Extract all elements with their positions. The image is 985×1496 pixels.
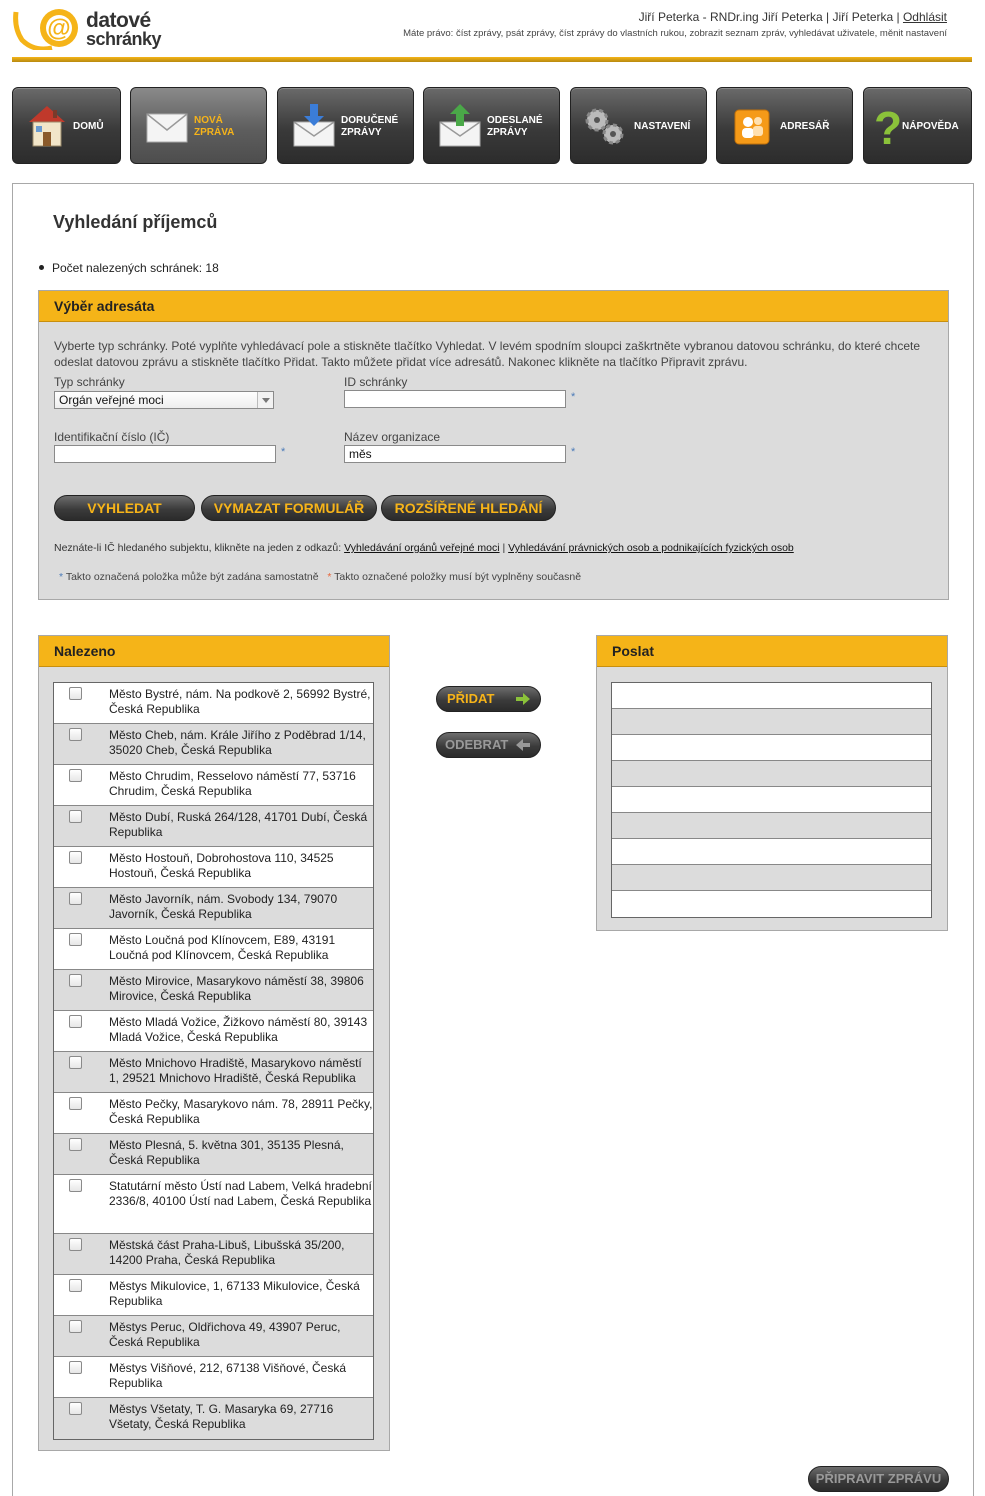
nav-label: DORUČENÉ: [341, 114, 399, 126]
found-row[interactable]: [54, 970, 373, 1011]
nav-label: NASTAVENÍ: [634, 120, 691, 132]
envelope-icon: [145, 102, 189, 150]
send-panel: [596, 635, 948, 931]
advanced-search-button[interactable]: ROZŠÍŘENÉ HLEDÁNÍ: [381, 495, 556, 521]
send-row[interactable]: [612, 683, 931, 709]
row-address: Město Mirovice, Masarykovo náměstí 38, 39806 Mirovice, Česká Republika: [109, 974, 364, 1003]
combined-star: *: [327, 571, 332, 583]
legend-all: Takto označené položky musí být vyplněny současně: [334, 571, 582, 583]
row-checkbox[interactable]: [69, 1138, 82, 1151]
ic-label: Identifikační číslo (IČ): [54, 430, 170, 444]
row-checkbox[interactable]: [69, 851, 82, 864]
found-row[interactable]: [54, 683, 373, 724]
logo[interactable]: [12, 6, 172, 50]
box-type-select[interactable]: [54, 391, 274, 409]
row-address: Statutární město Ústí nad Labem, Velká hradební 2336/8, 40100 Ústí nad Labem, Česká Republika: [109, 1179, 372, 1208]
address-book-icon: [731, 102, 775, 150]
nav-outbox[interactable]: [423, 87, 560, 164]
arrow-right-icon: [516, 693, 530, 705]
ic-input[interactable]: [54, 445, 276, 463]
header-divider: [12, 57, 972, 62]
send-row[interactable]: [612, 787, 931, 813]
nav-label: NOVÁ: [194, 114, 223, 126]
row-checkbox[interactable]: [69, 974, 82, 987]
row-address: Město Cheb, nám. Krále Jiřího z Poděbrad 1/14, 35020 Cheb, Česká Republika: [109, 728, 366, 757]
row-address: Město Pečky, Masarykovo nám. 78, 28911 Pečky, Česká Republika: [109, 1097, 373, 1126]
arrow-left-icon: [516, 739, 530, 751]
legal-entity-search-link[interactable]: Vyhledávání právnických osob a podnikajících fyzických osob: [508, 542, 794, 554]
row-checkbox[interactable]: [69, 933, 82, 946]
user-names: Jiří Peterka - RNDr.ing Jiří Peterka | Jiří Peterka |: [638, 10, 900, 24]
nav-home[interactable]: [12, 87, 121, 164]
send-list[interactable]: [611, 682, 932, 918]
nav-new-message[interactable]: [130, 87, 267, 164]
add-button[interactable]: [436, 686, 541, 712]
row-checkbox[interactable]: [69, 1179, 82, 1192]
add-label: PŘIDAT: [447, 691, 495, 706]
nav-label: ZPRÁVY: [341, 126, 382, 138]
panel-heading: Nalezeno: [39, 636, 389, 667]
logout-link[interactable]: Odhlásit: [902, 10, 947, 24]
nav-help[interactable]: [863, 87, 972, 164]
nav-label: DOMŮ: [73, 120, 104, 132]
row-address: Městys Všetaty, T. G. Masaryka 69, 27716 Všetaty, Česká Republika: [109, 1402, 334, 1431]
row-checkbox[interactable]: [69, 687, 82, 700]
found-row[interactable]: [54, 1398, 373, 1439]
row-address: Městská část Praha-Libuš, Libušská 35/200, 14200 Praha, Česká Republika: [109, 1238, 345, 1267]
row-checkbox[interactable]: [69, 1238, 82, 1251]
public-authority-search-link[interactable]: Vyhledávání orgánů veřejné moci: [344, 542, 500, 554]
found-row[interactable]: [54, 1316, 373, 1357]
box-type-label: Typ schránky: [54, 375, 125, 389]
remove-label: ODEBRAT: [445, 737, 509, 752]
send-row[interactable]: [612, 709, 931, 735]
nav-label: ADRESÁŘ: [780, 120, 830, 132]
logo-text-line2: schránky: [86, 29, 162, 49]
found-row[interactable]: [54, 1275, 373, 1316]
row-address: Město Dubí, Ruská 264/128, 41701 Dubí, Česká Republika: [109, 810, 368, 839]
row-checkbox[interactable]: [69, 728, 82, 741]
send-row[interactable]: [612, 761, 931, 787]
remove-button[interactable]: [436, 732, 541, 758]
row-address: Městys Mikulovice, 1, 67133 Mikulovice, Česká Republika: [109, 1279, 360, 1308]
found-row[interactable]: [54, 1234, 373, 1275]
row-address: Městys Višňové, 212, 67138 Višňové, Česká Republika: [109, 1361, 347, 1390]
outbox-icon: [438, 102, 482, 150]
send-row[interactable]: [612, 891, 931, 917]
hint: [54, 542, 794, 554]
nav-address-book[interactable]: [716, 87, 853, 164]
prepare-message-button[interactable]: PŘIPRAVIT ZPRÁVU: [808, 1466, 949, 1492]
required-star: *: [571, 391, 576, 403]
instructions: Vyberte typ schránky. Poté vyplňte vyhledávací pole a stiskněte tlačítko Vyhledat. V levém spodním sloupci zaškrtněte vybranou datovou schránku, do které chcete odeslat datovou zprávu a stiskněte tlačítko Přidat. Takto můžete přidat více adresátů. Nakonec klikněte na tlačítko Připravit zprávu.: [54, 339, 921, 369]
required-star: *: [571, 446, 576, 458]
found-row[interactable]: [54, 929, 373, 970]
panel-heading: Poslat: [597, 636, 947, 667]
main-content: [12, 183, 974, 1496]
row-address: Město Mnichovo Hradiště, Masarykovo náměstí 1, 29521 Mnichovo Hradiště, Česká Republika: [109, 1056, 362, 1085]
gears-icon: [583, 102, 627, 150]
nav-inbox[interactable]: [277, 87, 414, 164]
org-name-input[interactable]: měs: [344, 445, 566, 463]
house-icon: [25, 102, 69, 150]
found-row[interactable]: [54, 1357, 373, 1398]
svg-text:@: @: [47, 15, 71, 42]
bullet-icon: [39, 265, 44, 270]
send-row[interactable]: [612, 813, 931, 839]
required-star: *: [281, 446, 286, 458]
found-panel: [38, 635, 390, 1451]
result-count: [39, 261, 219, 275]
send-row[interactable]: [612, 865, 931, 891]
row-checkbox[interactable]: [69, 1279, 82, 1292]
found-row[interactable]: [54, 1175, 373, 1234]
found-list: [53, 682, 374, 1440]
recipient-selection-panel: [38, 290, 949, 600]
send-row[interactable]: [612, 735, 931, 761]
row-checkbox[interactable]: [69, 769, 82, 782]
row-checkbox[interactable]: [69, 1320, 82, 1333]
row-address: Město Chrudim, Resselovo náměstí 77, 53716 Chrudim, Česká Republika: [109, 769, 356, 798]
single-star: *: [59, 571, 64, 583]
row-checkbox[interactable]: [69, 1097, 82, 1110]
header: [0, 0, 985, 64]
logo-text-line1: datové: [86, 9, 151, 32]
hint-text: Neznáte-li IČ hledaného subjektu, klikněte na jeden z odkazů:: [54, 542, 342, 554]
found-row[interactable]: [54, 1011, 373, 1052]
nav-label: NÁPOVĚDA: [902, 120, 959, 132]
row-address: Město Javorník, nám. Svobody 134, 79070 Javorník, Česká Republika: [109, 892, 338, 921]
clear-form-button[interactable]: VYMAZAT FORMULÁŘ: [201, 495, 377, 521]
row-address: Město Mladá Vožice, Žižkovo náměstí 80, 39143 Mladá Vožice, Česká Republika: [109, 1015, 368, 1044]
user-info: [639, 10, 947, 24]
row-address: Město Bystré, nám. Na podkově 2, 56992 Bystré, Česká Republika: [109, 687, 371, 716]
panel-heading: Výběr adresáta: [39, 291, 948, 322]
user-rights: Máte právo: číst zprávy, psát zprávy, číst zprávy do vlastních rukou, zobrazit seznam zpráv, vyhledávat uživatele, měnit nastavení: [403, 28, 947, 39]
found-row[interactable]: [54, 1134, 373, 1175]
row-checkbox[interactable]: [69, 1402, 82, 1415]
row-checkbox[interactable]: [69, 810, 82, 823]
legend-single: Takto označená položka může být zadána samostatně: [65, 571, 319, 583]
page-title: Vyhledání příjemců: [53, 212, 218, 232]
found-row[interactable]: [54, 724, 373, 765]
row-address: Městys Peruc, Oldřichova 49, 43907 Peruc, Česká Republika: [109, 1320, 341, 1349]
box-type-value: Orgán veřejné moci: [59, 393, 164, 407]
row-checkbox[interactable]: [69, 1015, 82, 1028]
result-count-text: Počet nalezených schránek: 18: [52, 261, 219, 275]
found-row[interactable]: [54, 765, 373, 806]
found-row[interactable]: [54, 806, 373, 847]
found-row[interactable]: [54, 1052, 373, 1093]
chevron-down-icon: [257, 392, 273, 408]
hint-separator: |: [502, 542, 506, 554]
row-checkbox[interactable]: [69, 1056, 82, 1069]
nav-label: ZPRÁVY: [487, 126, 528, 138]
svg-text:?: ?: [873, 102, 903, 150]
found-row[interactable]: [54, 888, 373, 929]
row-checkbox[interactable]: [69, 892, 82, 905]
row-address: Město Loučná pod Klínovcem, E89, 43191 Loučná pod Klínovcem, Česká Republika: [109, 933, 336, 962]
row-checkbox[interactable]: [69, 1361, 82, 1374]
legend: [59, 571, 581, 583]
found-row[interactable]: [54, 1093, 373, 1134]
row-address: Město Hostouň, Dobrohostova 110, 34525 Hostouň, Česká Republika: [109, 851, 334, 880]
box-id-input[interactable]: [344, 390, 566, 408]
org-name-label: Název organizace: [344, 430, 441, 444]
search-button[interactable]: VYHLEDAT: [54, 495, 195, 521]
at-sign-logo-icon: [12, 6, 88, 50]
main-nav: [12, 87, 974, 165]
inbox-icon: [292, 102, 336, 150]
row-address: Město Plesná, 5. května 301, 35135 Plesná, Česká Republika: [109, 1138, 344, 1167]
nav-label: ZPRÁVA: [194, 126, 235, 138]
found-row[interactable]: [54, 847, 373, 888]
nav-settings[interactable]: [570, 87, 707, 164]
box-id-label: ID schránky: [344, 375, 408, 389]
nav-label: ODESLANÉ: [487, 114, 543, 126]
send-row[interactable]: [612, 839, 931, 865]
